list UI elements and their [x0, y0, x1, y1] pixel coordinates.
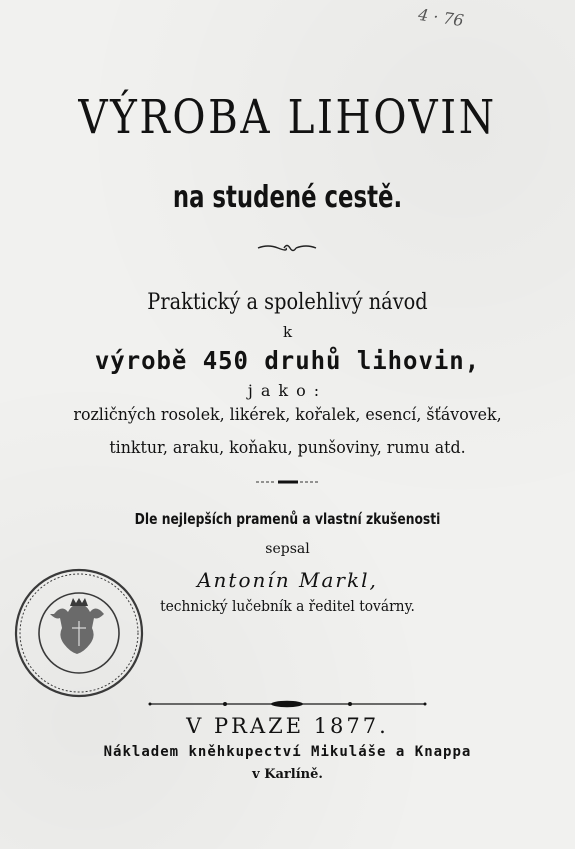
description-list-line-2: tinktur, araku, koňaku, punšoviny, rumu atd.	[109, 438, 466, 458]
book-subtitle: na studené cestě.	[172, 180, 403, 215]
library-stamp	[12, 566, 146, 700]
book-title: VÝROBA LIHOVIN	[78, 90, 497, 145]
author-role: technický lučebník a ředitel továrny.	[160, 597, 415, 615]
ornament-divider-top	[0, 242, 575, 254]
publisher-city: v Karlíně.	[252, 767, 323, 782]
author-name: Antonín Markl,	[197, 568, 378, 592]
publisher-line: Nákladem kněhkupectví Mikuláše a Knappa	[103, 744, 472, 760]
description-headline: výrobě 450 druhů lihovin,	[94, 346, 481, 375]
description-list-line-1: rozličných rosolek, likérek, kořalek, esencí, šťávovek,	[73, 405, 502, 425]
sepsal-label: sepsal	[265, 541, 310, 557]
ornament-divider-middle	[0, 476, 575, 488]
sources-line: Dle nejlepších pramenů a vlastní zkušenosti	[134, 510, 441, 528]
place-and-year: V PRAZE 1877.	[186, 714, 389, 738]
handwritten-catalog-note: 4 · 76	[416, 4, 465, 31]
description-line-2: k	[282, 323, 293, 341]
description-line-1: Praktický a spolehlivý návod	[147, 290, 428, 315]
description-jako: jako:	[247, 381, 328, 400]
